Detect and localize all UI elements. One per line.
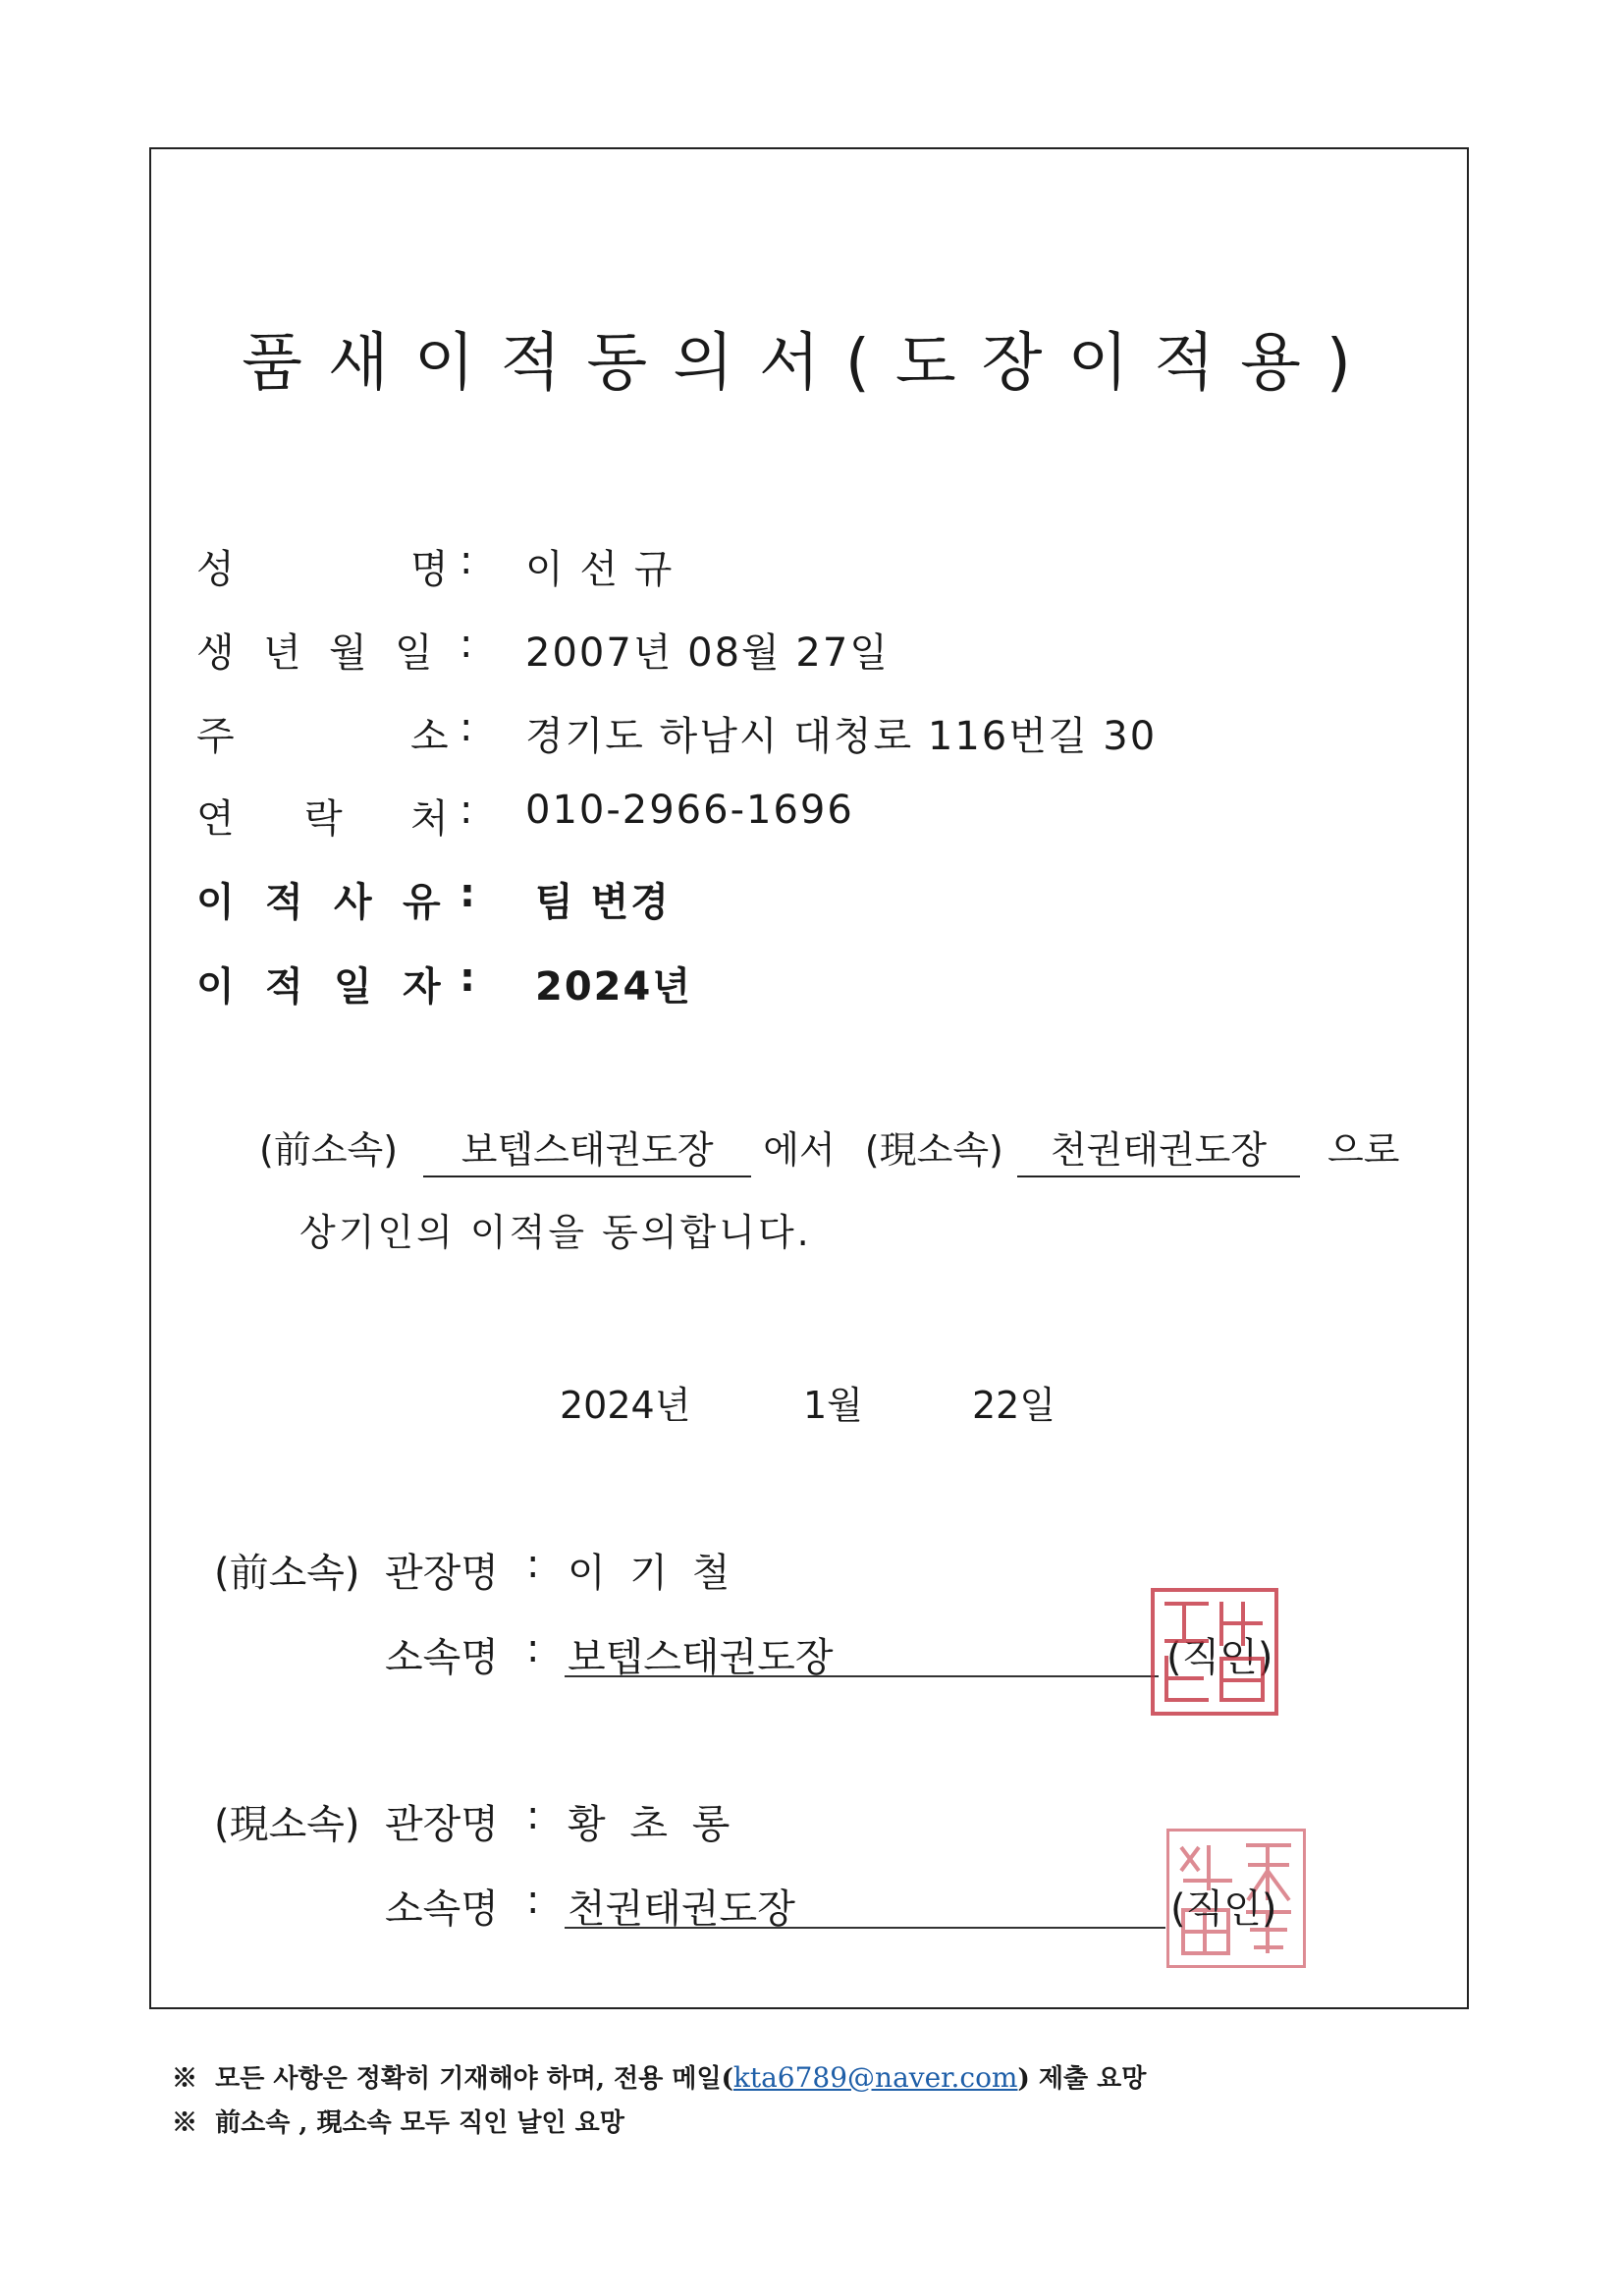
curr-signature-line — [565, 1927, 1165, 1929]
label-char: 일 — [395, 630, 433, 676]
colon: : — [526, 1793, 540, 1838]
label-char: 유 — [403, 880, 441, 925]
label-char: 적 — [265, 880, 303, 925]
document-title: 품새이적동의서(도장이적용) — [242, 327, 1377, 400]
label-char: 소 — [410, 714, 449, 759]
note-line-2 — [172, 2103, 624, 2139]
prev-dojang-name: 보텝스태권도장 — [423, 1120, 751, 1177]
label-char: 주 — [196, 714, 235, 759]
label-char: 성 — [196, 547, 235, 592]
submission-email-link[interactable]: kta6789@naver.com — [732, 2061, 1018, 2094]
consent-text: 상기인의 이적을 동의합니다. — [299, 1211, 812, 1254]
prev-seal-note: (직인) — [1166, 1635, 1273, 1680]
label-char: 이 — [196, 880, 235, 925]
transfer-statement — [259, 1120, 1399, 1177]
date-year: 2024년 — [560, 1384, 691, 1427]
label-char: 월 — [329, 630, 367, 676]
label-char: 연 — [196, 796, 235, 842]
prev-org-name: 보텝스태권도장 — [568, 1635, 834, 1680]
prev-signature-line — [565, 1675, 1159, 1677]
birthdate-value: 2007년 08월 27일 — [525, 630, 890, 676]
note-1-text-before: 모든 사항은 정확히 기재해야 하며, 전용 메일( — [215, 2064, 733, 2094]
curr-org-label: 소속명 — [385, 1886, 499, 1932]
curr-dojang-name: 천권태권도장 — [1017, 1120, 1300, 1177]
label-char: 락 — [304, 796, 343, 842]
note-1-text-after: ) 제출 요망 — [1017, 2064, 1147, 2094]
curr-head-label: 관장명 — [385, 1802, 499, 1847]
field-label — [196, 956, 481, 1010]
field-label — [196, 788, 481, 842]
prev-seal-graphic — [1155, 1592, 1274, 1712]
note-mark: ※ — [172, 2064, 198, 2094]
contact-value: 010-2966-1696 — [525, 788, 854, 833]
label-colon: : — [460, 956, 475, 1001]
label-char: 사 — [334, 880, 372, 925]
field-label — [196, 705, 481, 759]
reason-value: 팀 변경 — [535, 880, 671, 925]
to-word: 으로 — [1327, 1128, 1400, 1172]
label-char: 일 — [334, 964, 372, 1010]
prev-head-name: 이 기 철 — [568, 1551, 736, 1596]
prev-dojang-seal — [1151, 1588, 1278, 1716]
label-colon: : — [460, 622, 473, 667]
colon: : — [526, 1542, 540, 1587]
field-label — [196, 871, 481, 925]
prev-block-label: (前소속) — [214, 1551, 360, 1596]
label-colon: : — [460, 871, 475, 916]
label-char: 적 — [265, 964, 303, 1010]
label-char: 생 — [196, 630, 235, 676]
label-char: 명 — [410, 547, 449, 592]
document-border — [149, 147, 1469, 2009]
colon: : — [526, 1878, 540, 1923]
address-value: 경기도 하남시 대청로 116번길 30 — [525, 714, 1158, 759]
from-word: 에서 — [763, 1128, 836, 1172]
curr-seal-note: (직인) — [1170, 1886, 1277, 1932]
label-colon: : — [460, 538, 473, 583]
note-2-text: 前소속 , 現소속 모두 직인 날인 요망 — [215, 2108, 624, 2138]
curr-head-name: 황 초 롱 — [568, 1802, 736, 1847]
field-label — [196, 622, 481, 676]
prev-head-label: 관장명 — [385, 1551, 499, 1596]
prev-affiliation-label: (前소속) — [259, 1128, 399, 1172]
label-char: 처 — [410, 796, 449, 842]
curr-block-label: (現소속) — [214, 1802, 360, 1847]
date-month: 1월 — [803, 1384, 863, 1427]
label-char: 자 — [403, 964, 441, 1010]
field-label — [196, 538, 481, 592]
note-mark: ※ — [172, 2108, 198, 2138]
transfer-date-value: 2024년 — [535, 964, 692, 1010]
label-char: 이 — [196, 964, 235, 1010]
curr-affiliation-label: (現소속) — [864, 1128, 1003, 1172]
note-line-1 — [172, 2058, 1146, 2095]
date-day: 22일 — [972, 1384, 1056, 1427]
name-value: 이 선 규 — [525, 547, 675, 592]
colon: : — [526, 1626, 540, 1671]
label-colon: : — [460, 705, 473, 750]
label-colon: : — [460, 788, 473, 833]
curr-org-name: 천권태권도장 — [568, 1886, 795, 1932]
label-char: 년 — [263, 630, 301, 676]
prev-org-label: 소속명 — [385, 1635, 499, 1680]
